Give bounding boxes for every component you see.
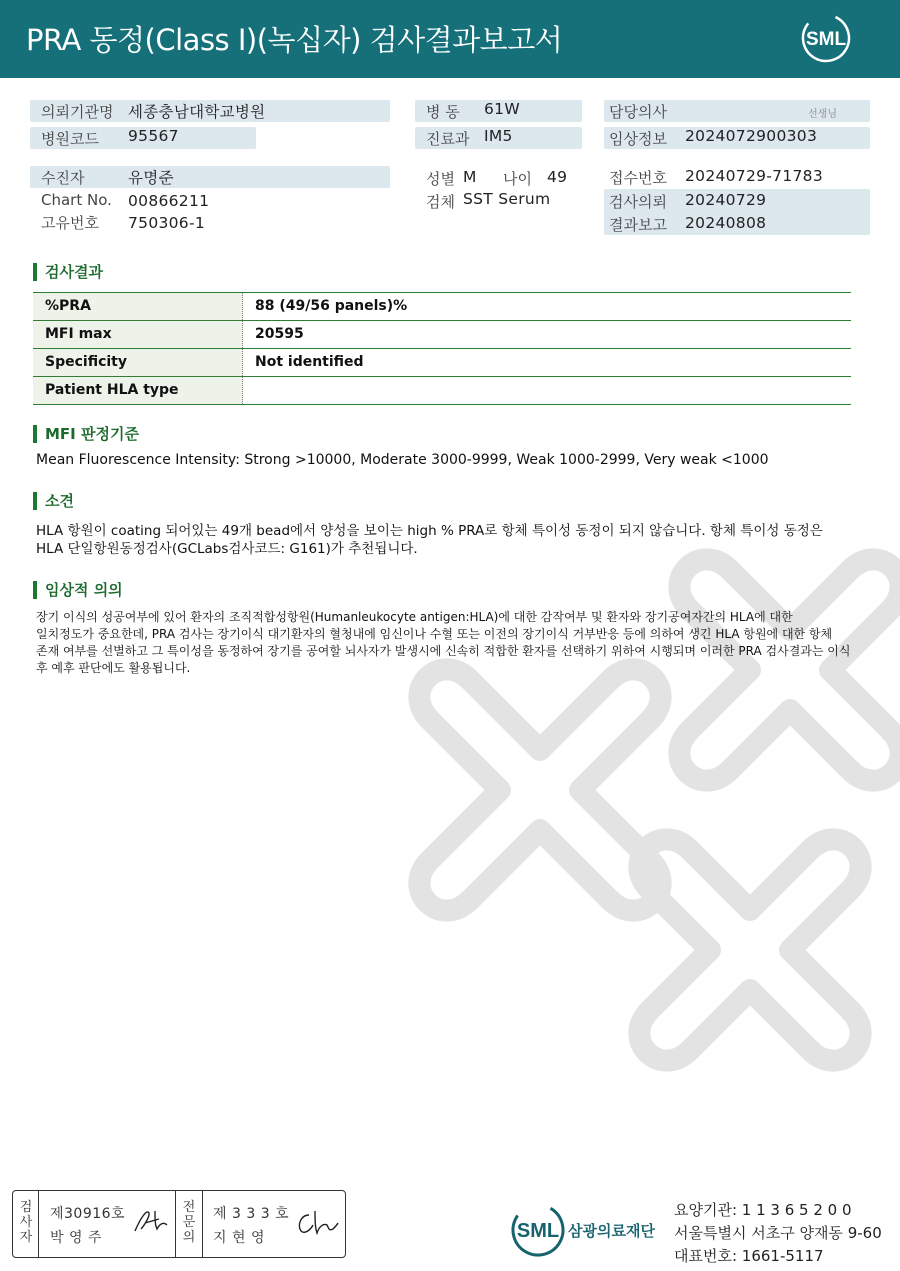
institution-value: 세종충남대학교병원 [128,103,266,121]
report-title: PRA 동정(Class I)(녹십자) 검사결과보고서 [26,23,563,57]
sex-value: M [463,168,477,186]
clinical-line: 일치정도가 중요한데, PRA 검사는 장기이식 대기환자의 혈청내에 임신이나 수혈 또는 이전의 장기이식 거부반응 등에 의하여 생긴 HLA 항원에 대한 항체 [36,627,833,641]
request-label: 검사의뢰 [609,193,667,211]
svg-text:SML: SML [516,1220,560,1242]
result-key: Patient HLA type [33,377,243,404]
table-row [33,321,851,349]
unique-no-label: 고유번호 [41,214,99,232]
institution-label: 의뢰기관명 [41,103,114,121]
result-key: %PRA [33,293,243,320]
doctor-suffix: 선생님 [808,109,837,120]
table-row [33,377,851,405]
table-row [33,349,851,377]
tester-sign-col [39,1191,176,1257]
report-label: 결과보고 [609,216,667,234]
specimen-label: 검체 [426,193,455,211]
clinical-info-value: 2024072900303 [685,127,818,145]
receipt-value: 20240729-71783 [685,167,823,185]
sml-logo [800,12,852,64]
doctor-label: 담당의사 [609,103,667,121]
age-value: 49 [547,168,568,186]
clinical-line: 존재 여부를 선별하고 그 특이성을 동정하여 장기를 공여할 뇌사자가 발생시에 신속히 적합한 환자를 선택하기 위하여 시행되며 이러한 PRA 검사결과는 이식 [36,644,851,658]
result-value: Not identified [255,354,364,370]
signature-box [12,1190,346,1258]
chart-label: Chart No. [41,191,112,209]
specialist-number: 제 3 3 3 호 [213,1206,290,1222]
tester-label: 검사자 [19,1200,33,1245]
unique-no-value: 750306-1 [128,214,206,232]
result-key: MFI max [33,321,243,348]
section-title-findings: 소견 [33,492,74,510]
report-value: 20240808 [685,214,767,232]
results-table [33,292,851,405]
tester-label-col [13,1191,39,1257]
dept-value: IM5 [484,127,513,145]
section-title-clinical: 임상적 의의 [33,581,123,599]
clinical-info-label: 임상정보 [609,130,667,148]
specialist-label: 전문의 [182,1200,196,1245]
request-value: 20240729 [685,191,767,209]
section-title-results: 검사결과 [33,263,103,281]
svg-text:SML: SML [805,29,847,50]
result-value: 20595 [255,326,304,342]
section-title-mfi: MFI 판정기준 [33,425,139,443]
findings-line: HLA 항원이 coating 되어있는 49개 bead에서 양성을 보이는 high % PRA로 항체 특이성 동정이 되지 않습니다. 항체 특이성 동정은 [36,523,823,539]
footer-agency-code: 요양기관: 1 1 3 6 5 2 0 0 [674,1201,852,1219]
chart-value: 00866211 [128,192,210,210]
footer-brand: 삼광의료재단 [568,1222,655,1240]
footer-sml-logo [510,1202,566,1258]
footer-address: 서울특별시 서초구 양재동 9-60 [674,1224,882,1242]
specialist-name: 지 현 영 [213,1230,265,1246]
receipt-label: 접수번호 [609,169,667,187]
ward-label: 병 동 [426,103,460,121]
ward-value: 61W [484,100,520,118]
footer-phone: 대표번호: 1661-5117 [674,1247,824,1265]
dept-label: 진료과 [426,130,470,148]
report-header [0,0,900,78]
patient-value: 유명준 [128,169,174,187]
tester-signature [133,1207,169,1235]
clinical-line: 후 예후 판단에도 활용됩니다. [36,661,191,675]
result-value: 88 (49/56 panels)% [255,298,408,314]
tester-number: 제30916호 [50,1206,126,1222]
findings-line: HLA 단일항원동정검사(GCLabs검사코드: G161)가 추천됩니다. [36,541,418,557]
specialist-signature [295,1209,339,1237]
result-key: Specificity [33,349,243,376]
specialist-sign-col [203,1191,343,1257]
specialist-label-col [176,1191,203,1257]
sex-label: 성별 [426,170,455,188]
mfi-criteria-text: Mean Fluorescence Intensity: Strong >10000, Moderate 3000-9999, Weak 1000-2999, Very weak <1000 [36,452,769,468]
age-label: 나이 [503,170,532,188]
clinical-line: 장기 이식의 성공여부에 있어 환자의 조직적합성항원(Humanleukocyte antigen:HLA)에 대한 감작여부 및 환자와 장기공여자간의 HLA에 대한 [36,610,793,624]
hospital-code-label: 병원코드 [41,130,99,148]
specimen-value: SST Serum [463,190,551,208]
tester-name: 박 영 주 [50,1230,102,1246]
table-row [33,293,851,321]
patient-label: 수진자 [41,169,85,187]
hospital-code-value: 95567 [128,127,179,145]
